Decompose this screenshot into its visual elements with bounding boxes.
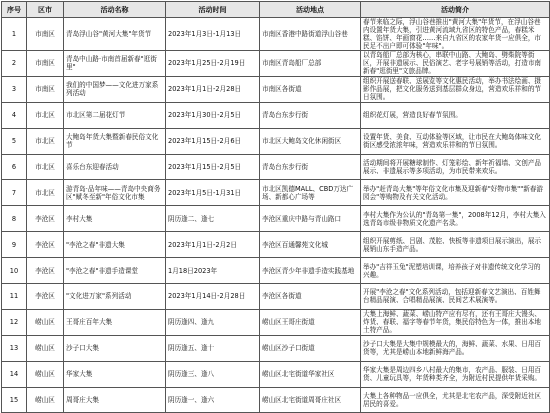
cell-place: 李沧区各街道 xyxy=(260,284,361,310)
cell-district: 崂山区 xyxy=(27,335,64,361)
cell-district: 崂山区 xyxy=(27,387,64,413)
cell-district: 市北区 xyxy=(27,128,64,154)
cell-district: 市南区 xyxy=(27,76,64,102)
table-row xyxy=(2,154,550,180)
cell-district: 市北区 xyxy=(27,154,64,180)
cell-place: 李沧区重庆中路与青山路口 xyxy=(260,206,361,232)
cell-desc: 举办"吉祥玉兔"泥塑培训课，培养孩子对非遗传统文化学习的兴趣。 xyxy=(361,258,550,284)
cell-place: 崂山区北宅街道华家社区 xyxy=(260,361,361,387)
cell-no: 6 xyxy=(2,154,27,180)
table-row xyxy=(2,335,550,361)
cell-time: 阴历逢四、逢九 xyxy=(166,309,260,335)
cell-name: 青岛中山路·市南首届新春"逛街里" xyxy=(64,51,166,77)
cell-name: 青岛浮山谷"黄河大集"年货节 xyxy=(64,18,166,51)
cell-desc: 活动期间将开展糖球制作、灯笼彩绘、新年祈福墙、文创产品展示、非遗展示等多项活动，为市民带来欢乐。 xyxy=(361,154,550,180)
cell-district: 市南区 xyxy=(27,18,64,51)
cell-district: 李沧区 xyxy=(27,284,64,310)
cell-district: 李沧区 xyxy=(27,258,64,284)
cell-name: "李沧之春"非遗手造课堂 xyxy=(64,258,166,284)
cell-desc: 华家大集是周边四乡八村最大的集市，农产品、服装、日用百货、儿童玩具等，年货种类齐全，为附近村民提供年货采购。 xyxy=(361,361,550,387)
cell-desc: 大集上各种物品一应俱全，尤其是北宅农产品，深受附近社区居民的喜爱。 xyxy=(361,387,550,413)
cell-name: 我们的中国梦——文化进万家系列活动 xyxy=(64,76,166,102)
cell-time: 2023年1月15日-2月6日 xyxy=(166,128,260,154)
table-row xyxy=(2,102,550,128)
cell-time: 2023年1月14日-2月28日 xyxy=(166,284,260,310)
table-row xyxy=(2,128,550,154)
cell-desc: 组织开展剪纸、吕剧、茂腔、快板等非遗项目展示演出，展示展销山东手造产品。 xyxy=(361,232,550,258)
table-row xyxy=(2,361,550,387)
cell-desc: 大集上海鲜、蔬菜、崂山特产应有尽有，还有王哥庄大馒头、炸货、春联、福字等春节年货，集民俗特色为一体，推出本地土特产品。 xyxy=(361,309,550,335)
header-name: 活动名称 xyxy=(64,2,166,18)
cell-name: 喜乐台东迎春活动 xyxy=(64,154,166,180)
cell-no: 5 xyxy=(2,128,27,154)
header-place: 活动地点 xyxy=(260,2,361,18)
cell-name: 市北区第二届花灯节 xyxy=(64,102,166,128)
cell-name: "李沧之春"非遗大集 xyxy=(64,232,166,258)
cell-time: 阴历逢一、逢六 xyxy=(166,387,260,413)
cell-name: 华家大集 xyxy=(64,361,166,387)
table-row xyxy=(2,180,550,206)
cell-time: 2023年1月25日-2月19日 xyxy=(166,51,260,77)
cell-place: 崂山区沙子口街道 xyxy=(260,335,361,361)
cell-no: 14 xyxy=(2,361,27,387)
table-row xyxy=(2,258,550,284)
cell-place: 青岛台东步行街 xyxy=(260,102,361,128)
events-table xyxy=(1,1,550,413)
cell-no: 13 xyxy=(2,335,27,361)
cell-desc: 组织开展送春联、送展览等文化惠民活动，举办书法绘画、摄影作品展，把文化服务送到基层群众身边，营造欢乐祥和的节日氛围。 xyxy=(361,76,550,102)
header-district: 区市 xyxy=(27,2,64,18)
cell-district: 崂山区 xyxy=(27,361,64,387)
cell-time: 2023年1月15日-2月5日 xyxy=(166,154,260,180)
cell-name: 沙子口大集 xyxy=(64,335,166,361)
table-row xyxy=(2,18,550,51)
table-row xyxy=(2,51,550,77)
cell-place: 市南区青岛船厂总部 xyxy=(260,51,361,77)
cell-time: 1月18日2023年 xyxy=(166,258,260,284)
cell-no: 11 xyxy=(2,284,27,310)
cell-time: 2023年1月3日-1月13日 xyxy=(166,18,260,51)
cell-desc: 春节来临之际，浮山谷巷推出"黄河大集"年货节，在浮山谷巷内设置年货大集，引进黄河流域九省区的特色产品，春糕米糕、馅饼、年画窗花……来自九省区的农家年货一应俱全，市民足不出户即可体验"年味"。 xyxy=(361,18,550,51)
cell-district: 市北区 xyxy=(27,180,64,206)
cell-no: 10 xyxy=(2,258,27,284)
cell-time: 2023年1月1日-2月2日 xyxy=(166,232,260,258)
cell-district: 李沧区 xyxy=(27,206,64,232)
cell-time: 2023年1月1日-2月28日 xyxy=(166,76,260,102)
cell-no: 3 xyxy=(2,76,27,102)
cell-time: 2023年1月5日-1月31日 xyxy=(166,180,260,206)
cell-no: 8 xyxy=(2,206,27,232)
table-row xyxy=(2,309,550,335)
cell-no: 1 xyxy=(2,18,27,51)
cell-no: 7 xyxy=(2,180,27,206)
cell-place: 市南区香港中路街道浮山谷巷 xyxy=(260,18,361,51)
table-row xyxy=(2,232,550,258)
cell-desc: 设置年货、美食、互动体验等区域，让市民在大鲍岛体味文化街区感受浓浓年味，营造欢乐祥和的节日氛围。 xyxy=(361,128,550,154)
cell-desc: 以青岛船厂总部为核心，串联中山路、大鲍岛、劈柴院等街区，开展非遗展示、民俗演艺、老字号展销等活动，打造市南新春"逛街里"文旅品牌。 xyxy=(361,51,550,77)
header-desc: 活动简介 xyxy=(361,2,550,18)
cell-no: 15 xyxy=(2,387,27,413)
table-row xyxy=(2,387,550,413)
cell-time: 阴历逢三、逢八 xyxy=(166,361,260,387)
cell-time: 阴历逢二、逢七 xyxy=(166,206,260,232)
table-row xyxy=(2,76,550,102)
cell-place: 青岛台东步行街 xyxy=(260,154,361,180)
cell-name: 李村大集 xyxy=(64,206,166,232)
cell-desc: 开展"李沧之春"文化系列活动，包括迎新春文艺演出、百姓舞台精品展演、合唱精品展演、民间艺术展演等。 xyxy=(361,284,550,310)
cell-desc: 组织花灯展，营造良好春节氛围。 xyxy=(361,102,550,128)
cell-desc: 李村大集作为公认的"青岛第一集"，2008年12月，李村大集入选青岛市级非物质文化遗产名录。 xyxy=(361,206,550,232)
cell-no: 2 xyxy=(2,51,27,77)
cell-time: 阴历逢五、逢十 xyxy=(166,335,260,361)
cell-desc: 举办"赶青岛大集"等年俗文化市集及迎新春"好物市集""新春游园会"等购物及有关文化活动。 xyxy=(361,180,550,206)
cell-no: 4 xyxy=(2,102,27,128)
cell-name: "文化进万家"系列活动 xyxy=(64,284,166,310)
cell-place: 市北区大鲍岛文化休闲街区 xyxy=(260,128,361,154)
cell-no: 9 xyxy=(2,232,27,258)
cell-place: 崂山区北宅街道周哥庄社区 xyxy=(260,387,361,413)
table-row xyxy=(2,206,550,232)
cell-place: 崂山区王哥庄街道 xyxy=(260,309,361,335)
header-no: 序号 xyxy=(2,2,27,18)
cell-place: 李沧区百通馨苑文化城 xyxy=(260,232,361,258)
cell-desc: 沙子口大集是大集中规模最大的，海鲜、蔬菜、水果、日用百货等，尤其是崂山本地新鲜海产品。 xyxy=(361,335,550,361)
cell-district: 市南区 xyxy=(27,51,64,77)
cell-district: 李沧区 xyxy=(27,232,64,258)
cell-place: 李沧区青少年非遗手造实践基地 xyxy=(260,258,361,284)
cell-place: 市北区凯德MALL、CBD万达广场、新都心广场等 xyxy=(260,180,361,206)
cell-district: 崂山区 xyxy=(27,309,64,335)
cell-district: 市北区 xyxy=(27,102,64,128)
cell-name: 大鲍岛年货大集暨新春民俗文化节 xyxy=(64,128,166,154)
cell-name: 周哥庄大集 xyxy=(64,387,166,413)
cell-place: 市南区各街道 xyxy=(260,76,361,102)
cell-time: 2023年1月30日-2月5日 xyxy=(166,102,260,128)
table-row xyxy=(2,284,550,310)
table-header-row xyxy=(2,2,550,18)
header-time: 活动时间 xyxy=(166,2,260,18)
cell-name: 王哥庄百年大集 xyxy=(64,309,166,335)
cell-name: 游青岛·品年味——青岛中央商务区"赋冬至新"年俗文化市集 xyxy=(64,180,166,206)
cell-no: 12 xyxy=(2,309,27,335)
